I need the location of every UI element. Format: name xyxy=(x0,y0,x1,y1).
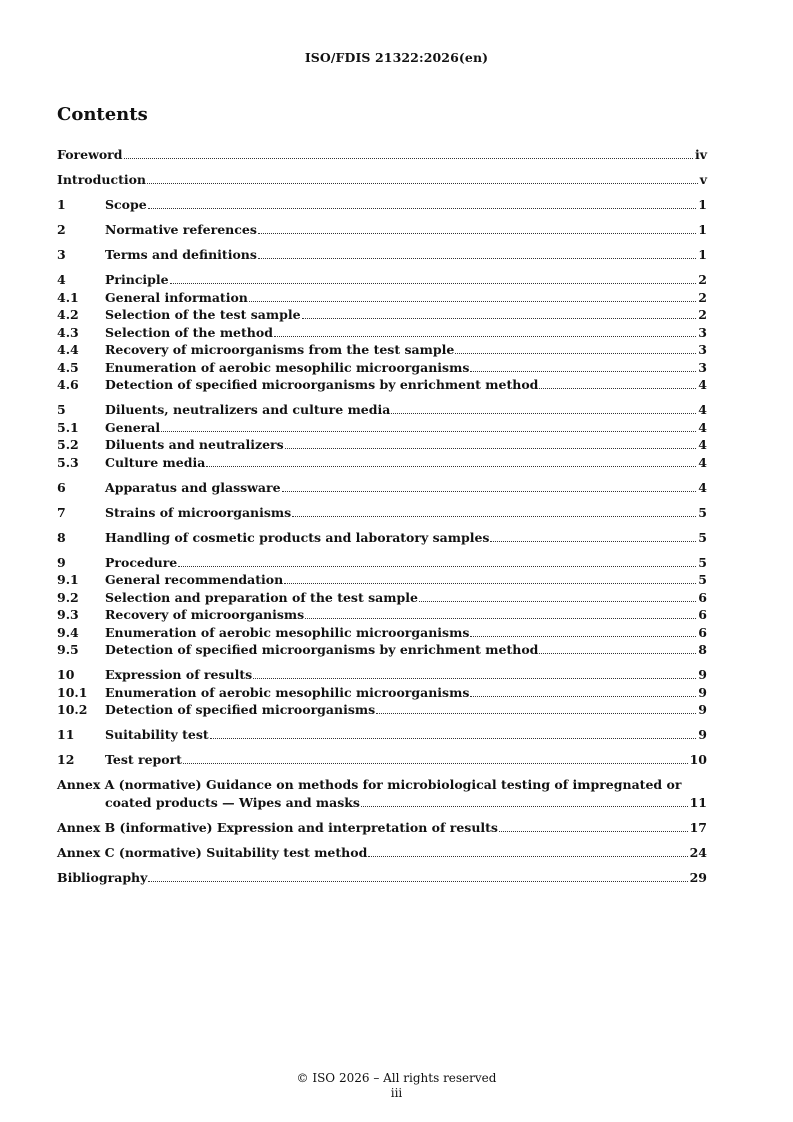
toc-entry[interactable] xyxy=(57,436,707,454)
toc-entry-title: Culture media xyxy=(105,454,206,470)
toc-dot-leader xyxy=(368,856,687,857)
toc-entry-page: 9 xyxy=(698,684,707,700)
toc-entry-page: 9 xyxy=(698,727,707,742)
toc-entry-number: 9.1 xyxy=(57,572,79,587)
toc-dot-leader xyxy=(148,881,687,882)
toc-entry[interactable] xyxy=(57,146,707,164)
toc-entry-title: Principle xyxy=(105,272,169,287)
toc-entry-title: Detection of specified microorganisms xyxy=(105,702,376,717)
toc-entry[interactable] xyxy=(57,401,707,419)
toc-entry-number: 7 xyxy=(57,504,66,520)
toc-entry[interactable] xyxy=(57,221,707,239)
toc-bibliography-page: 29 xyxy=(689,869,707,885)
toc-entry-page: 6 xyxy=(698,589,707,605)
toc-entry-page: 8 xyxy=(698,642,707,657)
toc-entry-title: General recommendation xyxy=(105,572,284,587)
toc-entry-number: 4.6 xyxy=(57,377,79,392)
toc-entry-number: 5.1 xyxy=(57,419,79,435)
toc-entry[interactable] xyxy=(57,589,707,607)
toc-entry-page: 3 xyxy=(698,342,707,357)
toc-entry-number: 9.4 xyxy=(57,624,79,640)
toc-dot-leader xyxy=(210,738,697,739)
toc-entry-number: 5.2 xyxy=(57,437,79,452)
toc-annex-a-title[interactable]: Annex A (normative) Guidance on methods for microbiological testing of impregnated or xyxy=(57,777,682,792)
toc-entry-page: 9 xyxy=(698,667,707,682)
toc-dot-leader xyxy=(499,831,688,832)
toc-dot-leader xyxy=(249,301,696,302)
page-number: iii xyxy=(390,1086,403,1100)
toc-entry[interactable] xyxy=(57,289,707,307)
toc-annex-a-page: 11 xyxy=(689,794,707,810)
toc-entry-title: Selection of the test sample xyxy=(105,307,301,322)
toc-entry[interactable] xyxy=(57,246,707,264)
toc-entry-number: 4.5 xyxy=(57,359,79,375)
toc-entries xyxy=(57,146,707,769)
toc-entry-title: Recovery of microorganisms xyxy=(105,607,305,622)
toc-entry[interactable] xyxy=(57,376,707,394)
toc-entry-title: Diluents, neutralizers and culture media xyxy=(105,402,391,417)
toc-entry[interactable] xyxy=(57,271,707,289)
toc-entry-number: 4.1 xyxy=(57,289,79,305)
toc-entry-number: 9.2 xyxy=(57,589,79,605)
toc-entry[interactable] xyxy=(57,529,707,547)
toc-entry-number: 4.2 xyxy=(57,307,79,322)
toc-entry-page: iv xyxy=(694,147,707,162)
toc-entry-page: 4 xyxy=(698,437,707,452)
toc-entry-page: v xyxy=(699,172,707,187)
toc-entry-page: 4 xyxy=(698,402,707,417)
toc-annex-a-continuation[interactable] xyxy=(57,794,707,812)
toc-entry[interactable] xyxy=(57,554,707,572)
toc-dot-leader xyxy=(490,541,696,542)
toc-entry-number: 10 xyxy=(57,667,75,682)
toc-entry-number: 9.5 xyxy=(57,642,79,657)
toc-entry-title: General information xyxy=(105,289,248,305)
toc-annex-c-title: Annex C (normative) Suitability test method xyxy=(57,844,368,860)
toc-entry-number: 11 xyxy=(57,727,75,742)
toc-dot-leader xyxy=(391,413,696,414)
toc-entry-page: 4 xyxy=(698,454,707,470)
toc-dot-leader xyxy=(282,491,697,492)
toc-entry-number: 12 xyxy=(57,752,75,767)
toc-entry-title: Detection of specified microorganisms by enrichment method xyxy=(105,642,539,657)
toc-entry[interactable] xyxy=(57,341,707,359)
toc-entry-number: 5.3 xyxy=(57,454,79,470)
toc-entry[interactable] xyxy=(57,751,707,769)
toc-annex-b-page: 17 xyxy=(689,819,707,835)
toc-dot-leader xyxy=(361,806,688,807)
toc-entry-number: 8 xyxy=(57,529,66,545)
toc-entry-number: 9.3 xyxy=(57,607,79,622)
toc-dot-leader xyxy=(258,258,696,259)
toc-entry-title: Selection and preparation of the test sample xyxy=(105,589,418,605)
toc-dot-leader xyxy=(274,336,696,337)
toc-annex-c-page: 24 xyxy=(689,844,707,860)
toc-entry[interactable] xyxy=(57,571,707,589)
page-footer xyxy=(0,1071,793,1101)
toc-dot-leader xyxy=(124,158,693,159)
toc-dot-leader xyxy=(178,566,696,567)
toc-entry-page: 4 xyxy=(698,419,707,435)
toc-entry[interactable] xyxy=(57,504,707,522)
toc-entry-page: 10 xyxy=(689,752,707,767)
toc-entry-page: 5 xyxy=(698,572,707,587)
toc-entry[interactable] xyxy=(57,324,707,342)
toc-dot-leader xyxy=(470,371,696,372)
toc-entry-title: Suitability test xyxy=(105,727,209,742)
toc-entry-title: Foreword xyxy=(57,147,123,162)
toc-entry-title: Terms and definitions xyxy=(105,247,257,262)
toc-entry-page: 2 xyxy=(698,307,707,322)
toc-entry[interactable] xyxy=(57,684,707,702)
toc-entry-page: 5 xyxy=(698,504,707,520)
toc-entry-page: 1 xyxy=(698,247,707,262)
toc-entry-page: 6 xyxy=(698,624,707,640)
toc-entry[interactable] xyxy=(57,624,707,642)
toc-entry-title: Strains of microorganisms xyxy=(105,504,292,520)
toc-entry-title: Diluents and neutralizers xyxy=(105,437,284,452)
toc-entry-number: 10.2 xyxy=(57,702,88,717)
toc-entry-number: 1 xyxy=(57,197,66,212)
toc-dot-leader xyxy=(285,448,697,449)
toc-dot-leader xyxy=(539,388,696,389)
toc-entry-page: 3 xyxy=(698,324,707,340)
toc-entry-title: Enumeration of aerobic mesophilic microorganisms xyxy=(105,684,470,700)
toc-bibliography[interactable] xyxy=(57,869,707,887)
toc-dot-leader xyxy=(470,696,696,697)
toc-dot-leader xyxy=(302,318,697,319)
toc-entry-title: Enumeration of aerobic mesophilic microorganisms xyxy=(105,359,470,375)
toc-entry-title: Handling of cosmetic products and laboratory samples xyxy=(105,529,490,545)
toc-dot-leader xyxy=(253,678,696,679)
toc-annex-b[interactable] xyxy=(57,819,707,837)
toc-entry-number: 4 xyxy=(57,272,66,287)
toc-entry[interactable] xyxy=(57,171,707,189)
toc-dot-leader xyxy=(148,208,697,209)
toc-entry-page: 1 xyxy=(698,197,707,212)
toc-entry-title: Detection of specified microorganisms by enrichment method xyxy=(105,377,539,392)
toc-entry-number: 4.3 xyxy=(57,324,79,340)
toc-dot-leader xyxy=(147,183,698,184)
toc-entry-page: 3 xyxy=(698,359,707,375)
table-of-contents xyxy=(57,146,707,886)
toc-dot-leader xyxy=(539,653,696,654)
toc-dot-leader xyxy=(258,233,696,234)
toc-entry-title: Apparatus and glassware xyxy=(105,479,281,495)
toc-entry-title: Scope xyxy=(105,197,147,212)
toc-dot-leader xyxy=(161,431,696,432)
copyright-notice: © ISO 2026 – All rights reserved xyxy=(296,1071,497,1085)
toc-entry[interactable] xyxy=(57,419,707,437)
toc-entry[interactable] xyxy=(57,196,707,214)
document-header: ISO/FDIS 21322:2026(en) xyxy=(304,50,489,65)
toc-entry-number: 2 xyxy=(57,222,66,237)
toc-entry-title: Test report xyxy=(105,752,182,767)
toc-dot-leader xyxy=(170,283,697,284)
toc-annex-a-title-cont: coated products — Wipes and masks xyxy=(105,794,360,810)
toc-entry[interactable] xyxy=(57,641,707,659)
toc-entry-page: 9 xyxy=(698,702,707,717)
toc-entry[interactable] xyxy=(57,306,707,324)
toc-entry-title: Selection of the method xyxy=(105,324,273,340)
toc-entry-title: Expression of results xyxy=(105,667,253,682)
toc-dot-leader xyxy=(206,466,696,467)
toc-dot-leader xyxy=(284,583,696,584)
toc-entry-number: 5 xyxy=(57,402,66,417)
toc-entry-title: General xyxy=(105,419,161,435)
toc-entry-page: 6 xyxy=(698,607,707,622)
toc-entry[interactable] xyxy=(57,359,707,377)
toc-entry-page: 2 xyxy=(698,289,707,305)
toc-dot-leader xyxy=(292,516,696,517)
toc-entry-page: 4 xyxy=(698,479,707,495)
toc-dot-leader xyxy=(455,353,696,354)
toc-entry[interactable] xyxy=(57,726,707,744)
toc-entry-number: 9 xyxy=(57,554,66,570)
toc-entry[interactable] xyxy=(57,666,707,684)
toc-entry-title: Normative references xyxy=(105,222,257,237)
toc-entry[interactable] xyxy=(57,701,707,719)
toc-dot-leader xyxy=(305,618,696,619)
toc-entry-number: 4.4 xyxy=(57,342,79,357)
toc-entry-page: 5 xyxy=(698,529,707,545)
toc-bibliography-title: Bibliography xyxy=(57,869,148,885)
toc-annex-b-title: Annex B (informative) Expression and interpretation of results xyxy=(57,819,498,835)
toc-entry-page: 5 xyxy=(698,554,707,570)
toc-entry-page: 1 xyxy=(698,222,707,237)
toc-entry-title: Enumeration of aerobic mesophilic microorganisms xyxy=(105,624,470,640)
toc-entry-title: Recovery of microorganisms from the test sample xyxy=(105,342,455,357)
toc-dot-leader xyxy=(419,601,696,602)
toc-entry-page: 4 xyxy=(698,377,707,392)
toc-dot-leader xyxy=(376,713,696,714)
toc-entry-page: 2 xyxy=(698,272,707,287)
toc-entry-title: Introduction xyxy=(57,172,147,187)
toc-entry-number: 6 xyxy=(57,479,66,495)
toc-entry-number: 10.1 xyxy=(57,684,88,700)
toc-dot-leader xyxy=(183,763,688,764)
toc-annex-c[interactable] xyxy=(57,844,707,862)
contents-heading: Contents xyxy=(57,104,148,125)
toc-dot-leader xyxy=(470,636,696,637)
toc-entry-title: Procedure xyxy=(105,554,178,570)
toc-entry-number: 3 xyxy=(57,247,66,262)
toc-entry[interactable] xyxy=(57,454,707,472)
toc-entry[interactable] xyxy=(57,479,707,497)
toc-entry[interactable] xyxy=(57,606,707,624)
